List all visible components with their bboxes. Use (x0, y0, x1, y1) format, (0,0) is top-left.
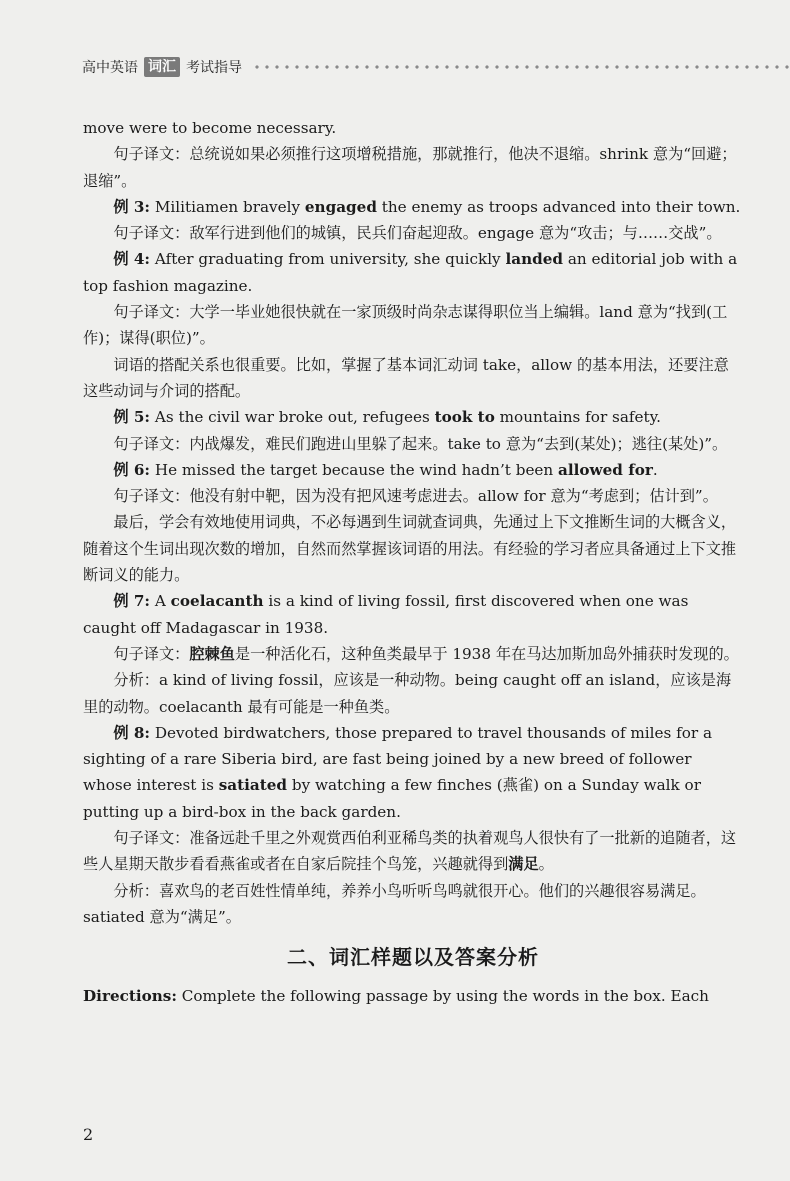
section-heading: 二、词汇样题以及答案分析 (287, 945, 539, 970)
keyword: took to (434, 408, 495, 427)
example-text: by watching a few finches (燕雀) on a Sunday walk or putting up a bird-box in the back garden. (83, 776, 701, 821)
example-text: After graduating from university, she quickly (150, 250, 506, 269)
example-text: is a kind of living fossil, first discovered when one was caught off Madagascar in 1938. (83, 592, 689, 637)
header-dotted-rule (252, 65, 790, 69)
example-text: an editorial job with a top fashion magazine. (83, 250, 738, 295)
translation-paragraph: 句子译文：大学一毕业她很快就在一家顶级时尚杂志谋得职位当上编辑。land 意为“找到(工作)；谋得(职位)”。 (83, 303, 728, 348)
example-4 (83, 246, 743, 299)
keyword: 满足 (508, 855, 539, 874)
keyword: satiated (218, 776, 288, 795)
example-text: . (652, 460, 658, 479)
directions-label: Directions: (83, 986, 177, 1005)
example-label: 例 3: (113, 197, 151, 216)
example-text: Devoted birdwatchers, those prepared to travel thousands of miles for a sighting of a rare Siberia bird, are fast being joined by a new breed of follower whose interest is (83, 723, 713, 795)
translation-text: 是一种活化石，这种鱼类最早于 1938 年在马达加斯加岛外捕获时发现的。 (234, 644, 739, 663)
example-label: 例 7: (113, 592, 151, 611)
translation-text: 句子译文：准备远赴千里之外观赏西伯利亚稀鸟类的执着观鸟人很快有了一批新的追随者，这些人星期天散步看看燕雀或者在自家后院挂个鸟笼，兴趣就得到 (83, 829, 737, 874)
example-text: the enemy as troops advanced into their town. (376, 197, 741, 216)
translation-paragraph: 句子译文：总统说如果必须推行这项增税措施，那就推行，他决不退缩。shrink 意为“回避；退缩”。 (83, 145, 737, 190)
directions-text: Complete the following passage by using the words in the box. Each (176, 986, 709, 1005)
example-label: 例 8: (113, 723, 151, 742)
example-text: Militiamen bravely (150, 197, 305, 216)
page-body (83, 115, 743, 1009)
translation-paragraph: 句子译文：他没有射中靶，因为没有把风速考虑进去。allow for 意为“考虑到；估计到”。 (113, 487, 718, 506)
keyword: landed (505, 250, 564, 269)
keyword: allowed for (558, 460, 653, 479)
paragraph: 最后，学会有效地使用词典，不必每遇到生词就查词典，先通过上下文推断生词的大概含义，随着这个生词出现次数的增加，自然而然掌握该词语的用法。有经验的学习者应具备通过上下文推断词义的能力。 (83, 513, 737, 585)
keyword: coelacanth (170, 592, 264, 611)
analysis-paragraph: 分析：喜欢鸟的老百姓性情单纯，养养小鸟听听鸟鸣就很开心。他们的兴趣很容易满足。satiated 意为“满足”。 (83, 881, 706, 926)
section-name: 考试指导 (186, 60, 242, 76)
analysis-paragraph: 分析：a kind of living fossil，应该是一种动物。being caught off an island，应该是海里的动物。coelacanth 最有可能是一种鱼类。 (83, 671, 732, 716)
example-label: 例 5: (113, 408, 151, 427)
translation-paragraph (83, 641, 743, 667)
example-text: He missed the target because the wind hadn’t been (150, 460, 559, 479)
example-text: A (150, 592, 171, 611)
book-title: 高中英语 (82, 60, 138, 76)
translation-text: 。 (538, 855, 554, 874)
chapter-badge: 词汇 (144, 57, 180, 77)
example-label: 例 4: (113, 250, 151, 269)
example-5 (83, 404, 743, 430)
example-6 (83, 457, 743, 483)
translation-text: 句子译文： (113, 644, 190, 663)
keyword: 腔棘鱼 (189, 644, 235, 663)
translation-paragraph (83, 825, 743, 878)
example-3 (83, 194, 743, 220)
translation-paragraph: 句子译文：内战爆发，难民们跑进山里躲了起来。take to 意为“去到(某处)；逃往(某处)”。 (113, 434, 728, 453)
example-7 (83, 588, 743, 641)
paragraph: 词语的搭配关系也很重要。比如，掌握了基本词汇动词 take，allow 的基本用法，还要注意这些动词与介词的搭配。 (83, 355, 729, 400)
example-8 (83, 720, 743, 825)
running-header (82, 54, 790, 80)
example-label: 例 6: (113, 460, 151, 479)
page-number: 2 (83, 1125, 94, 1144)
paragraph: move were to become necessary. (83, 119, 337, 137)
example-text: mountains for safety. (494, 408, 661, 427)
example-text: As the civil war broke out, refugees (150, 408, 435, 427)
translation-paragraph: 句子译文：敌军行进到他们的城镇，民兵们奋起迎敌。engage 意为“攻击；与……交战”。 (113, 224, 722, 243)
directions-paragraph (83, 983, 743, 1009)
keyword: engaged (304, 197, 377, 216)
